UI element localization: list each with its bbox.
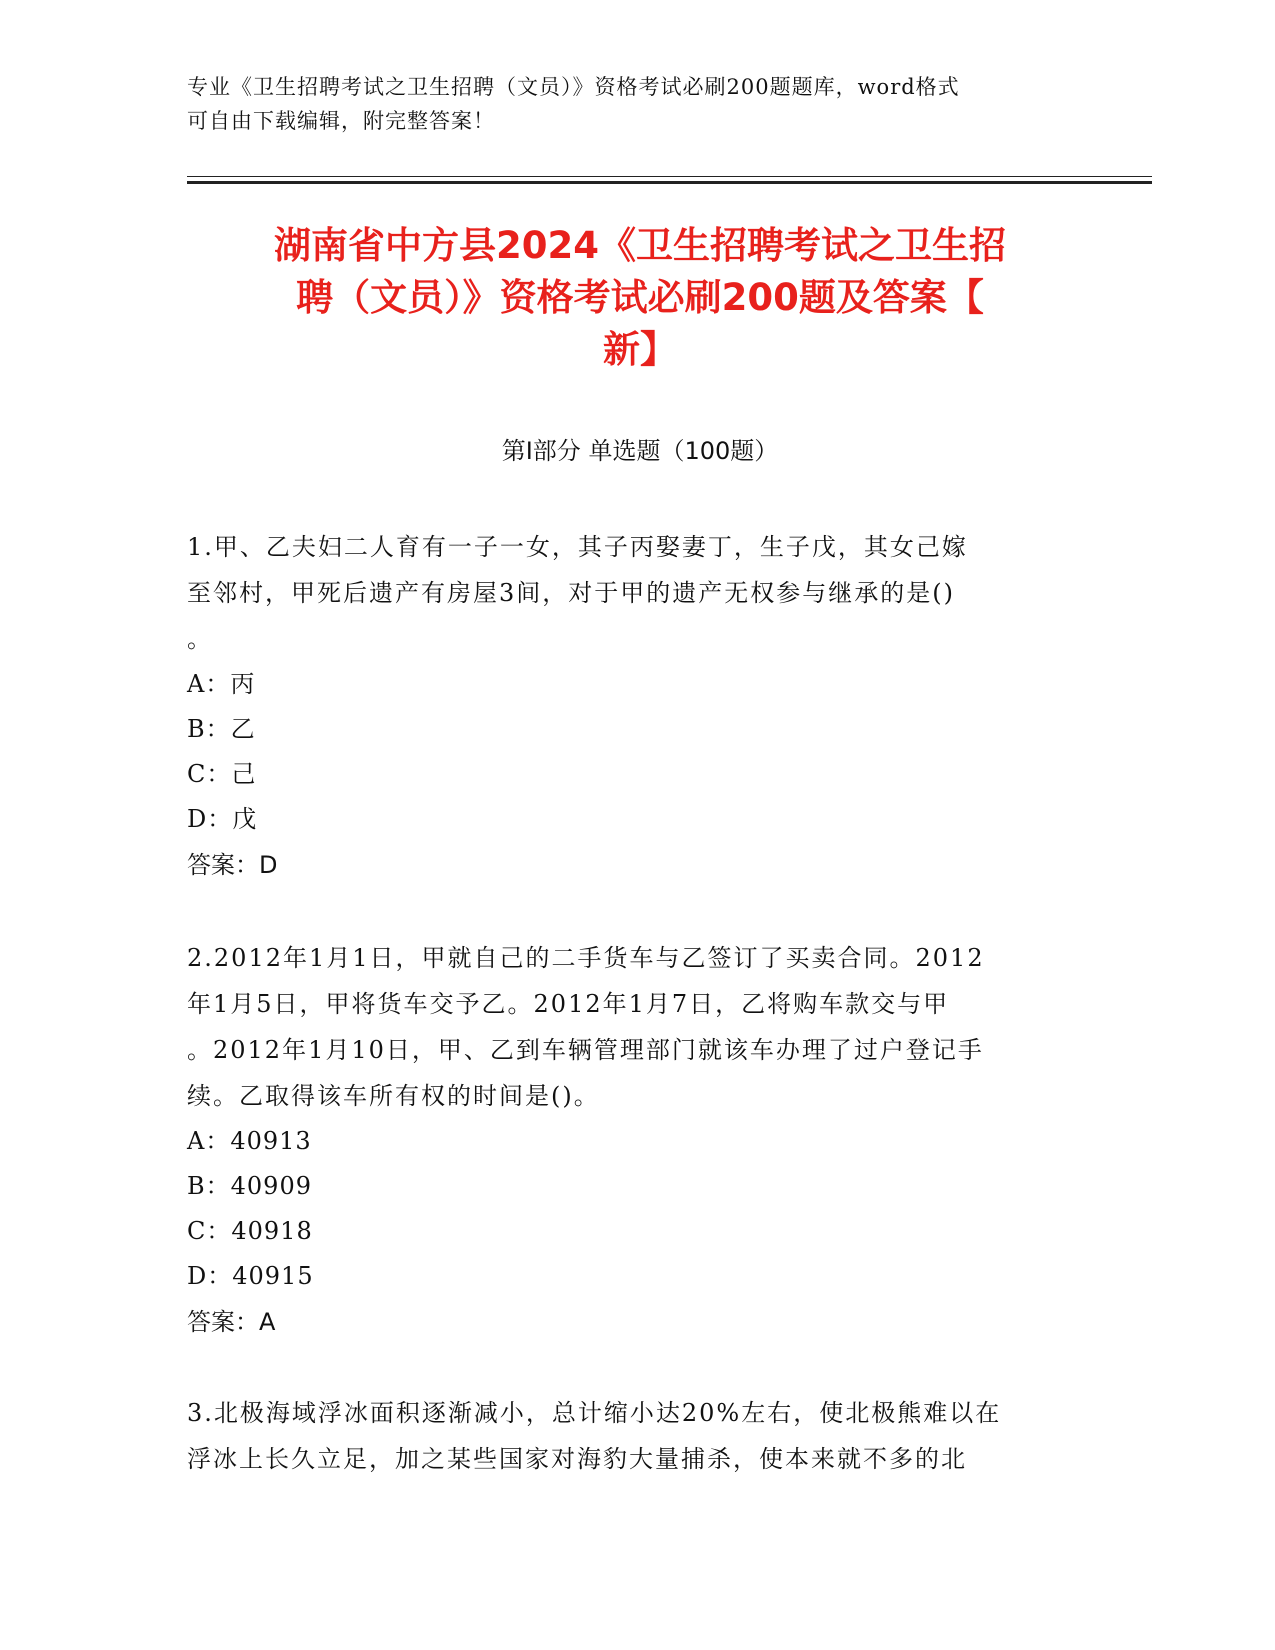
question-2-option-c: C：40918 (187, 1217, 313, 1245)
document-title-line-2: 聘（文员）》资格考试必刷200题及答案【 (296, 276, 984, 319)
question-stem-line: 1.甲、乙夫妇二人育有一子一女，其子丙娶妻丁，生子戊，其女己嫁 (187, 533, 968, 561)
question-3 (187, 1390, 1087, 1482)
question-2-option-d: D：40915 (187, 1262, 314, 1290)
question-2-option-a: A：40913 (187, 1127, 312, 1155)
header-divider-thin (187, 176, 1152, 177)
document-title-line-1: 湖南省中方县2024《卫生招聘考试之卫生招 (274, 224, 1006, 267)
question-stem-line: 年1月5日，甲将货车交予乙。2012年1月7日，乙将购车款交与甲 (187, 990, 950, 1018)
question-stem-line: 2.2012年1月1日，甲就自己的二手货车与乙签订了买卖合同。2012 (187, 944, 985, 972)
question-stem-line: 至邻村，甲死后遗产有房屋3间，对于甲的遗产无权参与继承的是() (187, 579, 955, 607)
question-1-option-b: B：乙 (187, 715, 256, 743)
question-3-stem (187, 1390, 1087, 1482)
question-2-answer: 答案：A (187, 1308, 276, 1336)
question-1 (187, 524, 1087, 888)
question-1-answer: 答案：D (187, 851, 278, 879)
question-stem-line: 3.北极海域浮冰面积逐渐减小，总计缩小达20%左右，使北极熊难以在 (187, 1399, 1002, 1427)
question-stem-line: 续。乙取得该车所有权的时间是()。 (187, 1082, 600, 1110)
question-1-stem (187, 524, 1087, 662)
header-note (187, 70, 1067, 138)
header-note-line-2: 可自由下载编辑，附完整答案！ (187, 109, 495, 133)
question-stem-line: 。2012年1月10日，甲、乙到车辆管理部门就该车办理了过户登记手 (187, 1036, 984, 1064)
question-1-option-c: C：己 (187, 760, 257, 788)
document-title-line-3: 新】 (603, 328, 677, 371)
header-note-line-1: 专业《卫生招聘考试之卫生招聘（文员）》资格考试必刷200题题库，word格式 (187, 75, 960, 99)
header-divider-thick (187, 181, 1152, 184)
question-stem-line: 。 (187, 625, 213, 653)
question-stem-line: 浮冰上长久立足，加之某些国家对海豹大量捕杀，使本来就不多的北 (187, 1445, 967, 1473)
document-title (190, 220, 1090, 376)
question-2-option-b: B：40909 (187, 1172, 312, 1200)
question-1-option-d: D：戊 (187, 805, 258, 833)
question-2-stem (187, 935, 1087, 1119)
question-2 (187, 935, 1087, 1345)
question-1-option-a: A：丙 (187, 670, 256, 698)
section-title: 第Ⅰ部分 单选题（100题） (501, 437, 779, 465)
